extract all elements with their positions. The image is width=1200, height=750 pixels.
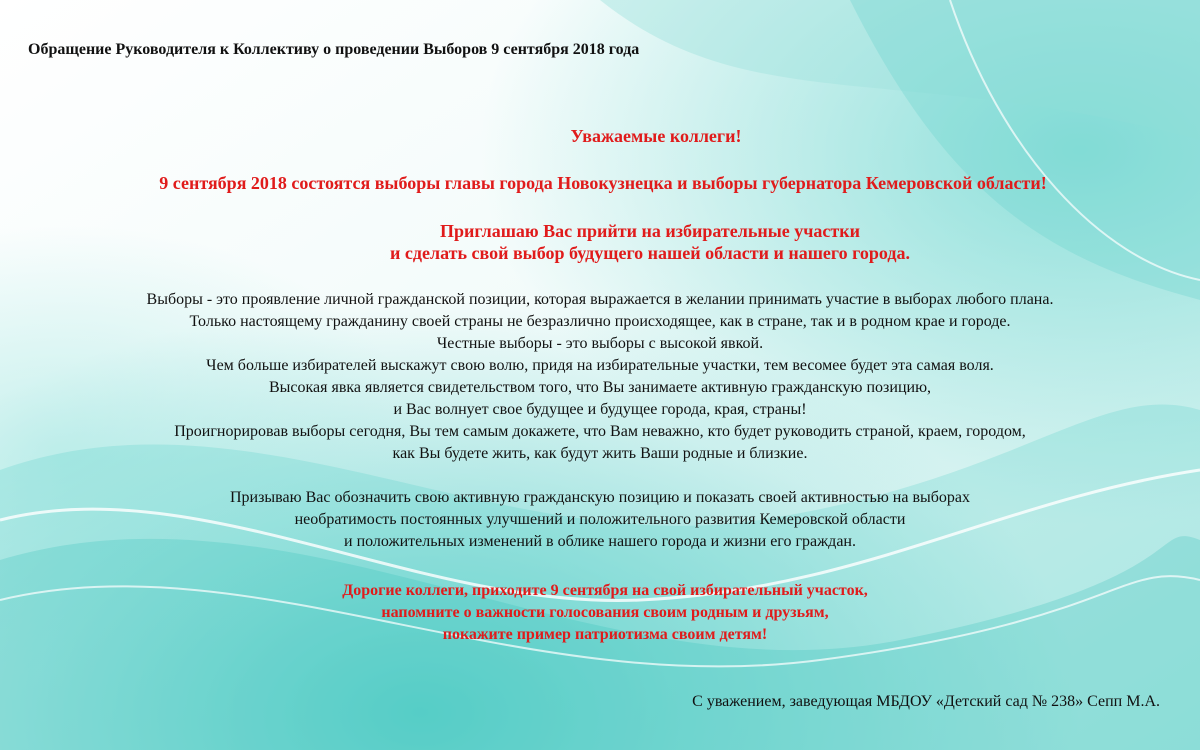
election-announcement: 9 сентября 2018 состоятся выборы главы города Новокузнецка и выборы губернатора Кемеровской области! (159, 173, 1047, 193)
body-line: как Вы будете жить, как будут жить Ваши родные и близкие. (392, 445, 808, 462)
appeal-line: и положительных изменений в облике нашего города и жизни его граждан. (344, 533, 856, 550)
invitation (200, 220, 1100, 264)
body-line: Чем больше избирателей выскажут свою волю, придя на избирательные участки, тем весомее будет эта самая воля. (206, 357, 994, 374)
body-paragraph (0, 289, 1200, 465)
body-line: Только настоящему гражданину своей страны не безразлично происходящее, как в стране, так и в родном крае и городе. (189, 313, 1011, 330)
invitation-line: Приглашаю Вас прийти на избирательные участки (439, 221, 860, 241)
appeal-line: необратимость постоянных улучшений и положительного развития Кемеровской области (294, 511, 906, 528)
body-line: Честные выборы - это выборы с высокой явкой. (436, 335, 764, 352)
closing-line: покажите пример патриотизма своим детям! (442, 626, 768, 643)
closing-line: напомните о важности голосования своим родным и друзьям, (381, 604, 829, 621)
body-line: и Вас волнует свое будущее и будущее города, края, страны! (393, 401, 807, 418)
closing-line: Дорогие коллеги, приходите 9 сентября на свой избирательный участок, (342, 582, 868, 599)
appeal-paragraph (0, 487, 1200, 553)
body-line: Выборы - это проявление личной гражданской позиции, которая выражается в желании принимать участие в выборах любого плана. (146, 291, 1054, 308)
signature: С уважением, заведующая МБДОУ «Детский сад № 238» Сепп М.А. (692, 693, 1160, 710)
body-line: Высокая явка является свидетельством того, что Вы занимаете активную гражданскую позицию, (268, 379, 932, 396)
appeal-line: Призываю Вас обозначить свою активную гражданскую позицию и показать своей активностью на выборах (229, 489, 971, 506)
document-title: Обращение Руководителя к Коллективу о проведении Выборов 9 сентября 2018 года (28, 41, 640, 58)
closing-paragraph (100, 580, 1110, 646)
invitation-line: и сделать свой выбор будущего нашей области и нашего города. (390, 243, 910, 263)
body-line: Проигнорировав выборы сегодня, Вы тем самым докажете, что Вам неважно, кто будет руководить страной, краем, городом, (174, 423, 1026, 440)
greeting: Уважаемые коллеги! (570, 126, 742, 146)
